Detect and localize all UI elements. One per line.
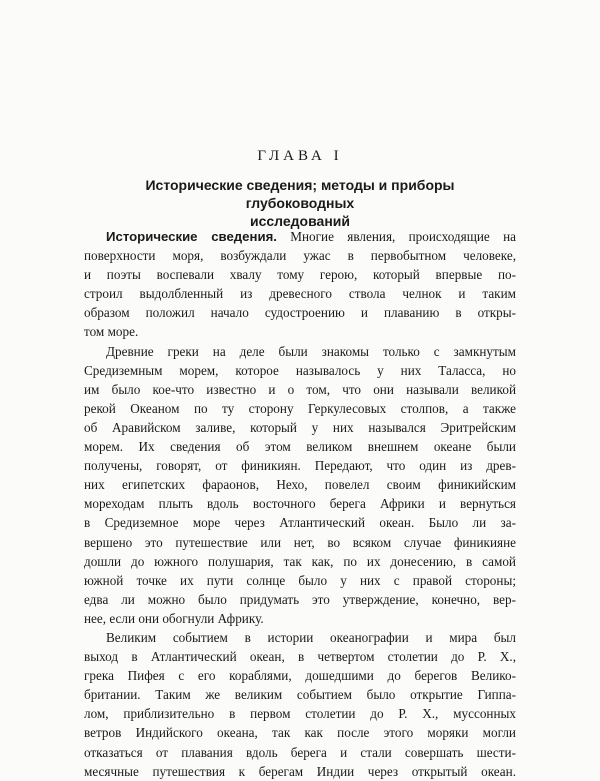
text-line: британии. Таким же великим событием было открытие Гиппа- <box>84 687 516 703</box>
text-line: Исторические сведения. Многие явления, происходящие на <box>106 229 516 244</box>
text-line: образом положил начало судостроению и плаванию в откры- <box>84 305 516 321</box>
chapter-title: ГЛАВА I <box>257 148 343 164</box>
text-line: дошли до южного полушария, так как, по их донесению, в самой <box>84 553 516 569</box>
text-line: южной точке их пути солнце было у них с правой стороны; <box>84 572 516 588</box>
section-heading-line: исследований <box>250 213 350 229</box>
text-line: получены, говорят, от финикиян. Передают, что один из древ- <box>84 458 516 474</box>
text-line: рекой Океаном по ту сторону Геркулесовых столпов, а также <box>84 400 516 416</box>
text-line: лом, приблизительно в первом столетии до Р. Х., муссонных <box>84 706 516 722</box>
text-line: них египетских фараонов, Нехо, повелел своим финикийским <box>84 477 516 493</box>
text-line: Великим событием в истории океанографии и мира был <box>106 629 516 645</box>
text-line: морем. Их сведения об этом великом внешнем океане были <box>84 439 516 455</box>
section-heading <box>90 176 510 230</box>
text-line: выход в Атлантический океан, в четвертом столетии до Р. Х., <box>84 649 516 665</box>
text-line: месячные путешествия к берегам Индии через открытый океан. <box>84 763 516 779</box>
text-line: едва ли можно было придумать это утверждение, конечно, вер- <box>84 591 516 607</box>
text-line: вершено это путешествие или нет, во всяком случае финикияне <box>84 534 516 550</box>
section-heading-line: Исторические сведения; методы и приборы глубоководных <box>145 177 455 211</box>
text-line: и поэты воспевали хвалу тому герою, который впервые по- <box>84 267 516 283</box>
text-line: ветров Индийского океана, так как после этого моряки могли <box>84 725 516 741</box>
text-line: нее, если они обогнули Африку. <box>84 610 264 626</box>
text-line: грека Пифея с его кораблями, дошедшими до берегов Велико- <box>84 668 516 684</box>
text-line: Древние греки на деле были знакомы только с замкнутым <box>106 343 516 359</box>
text-line: отказаться от плавания вдоль берега и стали совершать шести- <box>84 744 516 760</box>
lead-phrase: Исторические сведения. <box>106 229 277 244</box>
text-line: поверхности моря, возбуждали ужас в первобытном человеке, <box>84 248 516 264</box>
text-line: том море. <box>84 324 139 340</box>
text-line: в Средиземное море через Атлантический океан. Было ли за- <box>84 515 516 531</box>
text-line: об Аравийском заливе, который у них назывался Эритрейским <box>84 419 516 435</box>
text-line: мореходам плыть вдоль восточного берега Африки и вернуться <box>84 496 516 512</box>
text-line: им было кое-что известно и о том, что они называли великой <box>84 381 516 397</box>
body-text <box>84 227 516 781</box>
text-line: Средиземным морем, которое называлось у них Таласса, но <box>84 362 516 378</box>
text-line: строил выдолбленный из древесного ствола челнок и таким <box>84 286 516 302</box>
